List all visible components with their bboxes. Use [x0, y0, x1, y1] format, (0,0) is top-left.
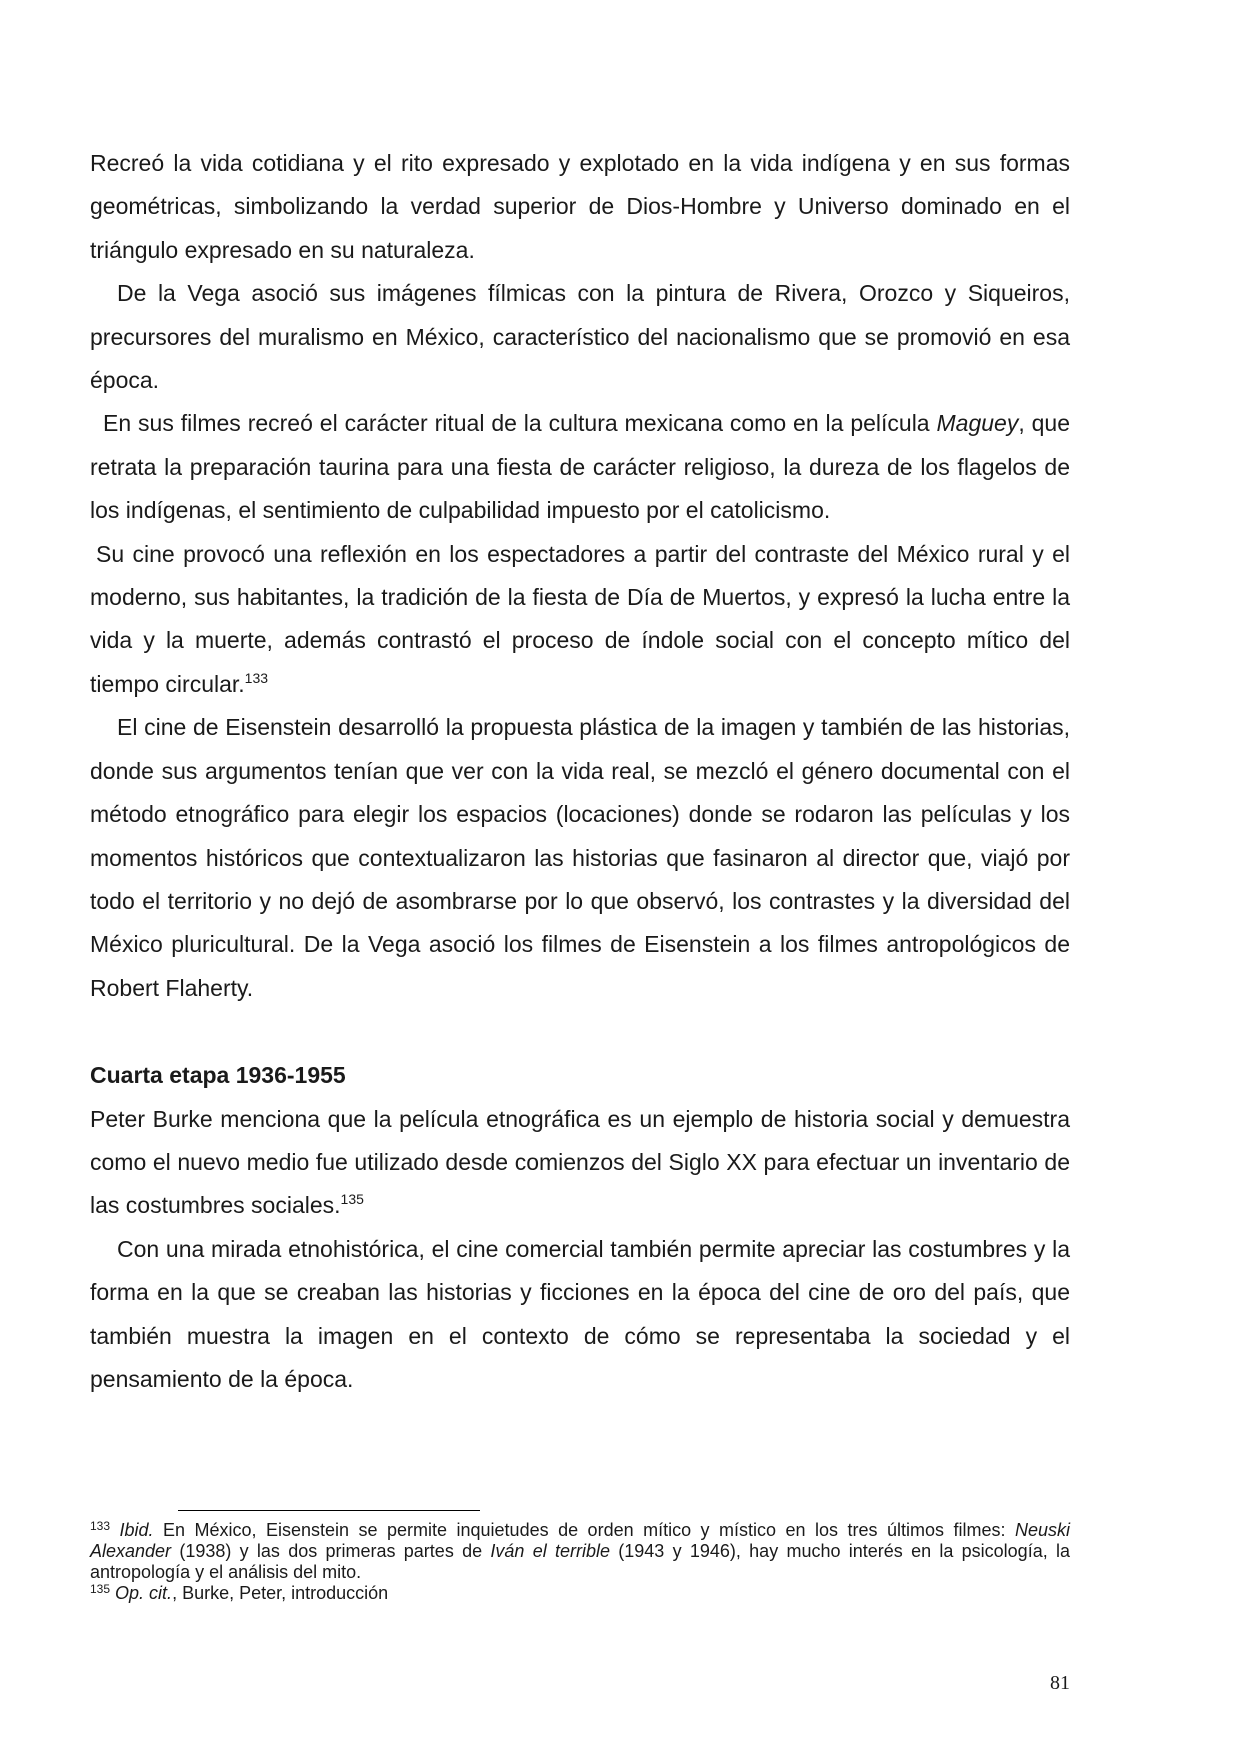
footnote-opcit: Op. cit.: [115, 1583, 173, 1603]
footnote-number: 133: [90, 1519, 111, 1533]
paragraph-6: [90, 1098, 1070, 1228]
footnote-separator: [178, 1510, 480, 1511]
footnote-text: (1943 y 1946), hay mucho interés en la psicología, la antropología y el análisis del mito.: [90, 1541, 1070, 1582]
film-title-maguey: Maguey: [936, 410, 1019, 437]
film-title: Neuski Alexander: [90, 1520, 1070, 1561]
page-number: 81: [1050, 1672, 1070, 1694]
body-text: [90, 142, 1070, 1401]
footnote-ref-133: 133: [244, 669, 269, 686]
paragraph-7: Con una mirada etnohistórica, el cine comercial también permite apreciar las costumbres y la forma en la que se creaban las historias y ficciones en la época del cine de oro del país, que también muestra la imagen en el contexto de cómo se representaba la sociedad y el pensamiento de la época.: [90, 1235, 1070, 1392]
footnote-number: 135: [90, 1582, 111, 1596]
paragraph-2: De la Vega asoció sus imágenes fílmicas con la pintura de Rivera, Orozco y Siqueiros, precursores del muralismo en México, característico del nacionalismo que se promovió en esa época.: [90, 280, 1070, 394]
film-title: Iván el terrible: [490, 1541, 610, 1561]
section-heading: Cuarta etapa 1936-1955: [90, 1062, 346, 1089]
paragraph-3-text-a: En sus filmes recreó el carácter ritual de la cultura mexicana como en la película: [103, 410, 937, 437]
footnote-ref-135: 135: [340, 1191, 364, 1208]
paragraph-5: El cine de Eisenstein desarrolló la propuesta plástica de la imagen y también de las historias, donde sus argumentos tenían que ver con la vida real, se mezcló el género documental con el método etnográfico para elegir los espacios (locaciones) donde se rodaron las películas y los momentos históricos que contextualizaron las historias que fasinaron al director que, viajó por todo el territorio y no dejó de asombrarse por lo que observó, los contrastes y la diversidad del México pluricultural. De la Vega asoció los filmes de Eisenstein a los filmes antropológicos de Robert Flaherty.: [90, 714, 1070, 1001]
paragraph-3: [90, 402, 1070, 532]
footnote-135: [90, 1583, 1070, 1604]
paragraph-6-text: Peter Burke menciona que la película etnográfica es un ejemplo de historia social y demuestra como el nuevo medio fue utilizado desde comienzos del Siglo XX para efectuar un inventario de las costumbres sociales.: [90, 1105, 1070, 1219]
footnote-ibid: Ibid.: [119, 1520, 154, 1540]
footnotes: [90, 1520, 1070, 1604]
paragraph-3-text-b: , que retrata la preparación taurina para una fiesta de carácter religioso, la dureza de los flagelos de los indígenas, el sentimiento de culpabilidad impuesto por el catolicismo.: [90, 410, 1070, 524]
footnote-text: , Burke, Peter, introducción: [172, 1583, 389, 1603]
footnote-text: (1938) y las dos primeras partes de: [171, 1541, 491, 1561]
footnote-text: En México, Eisenstein se permite inquietudes de orden mítico y místico en los tres últimos filmes:: [153, 1520, 1015, 1540]
paragraph-4: [90, 533, 1070, 707]
paragraph-1: Recreó la vida cotidiana y el rito expresado y explotado en la vida indígena y en sus formas geométricas, simbolizando la verdad superior de Dios-Hombre y Universo dominado en el triángulo expresado en su naturaleza.: [90, 150, 1070, 263]
paragraph-4-text: Su cine provocó una reflexión en los espectadores a partir del contraste del México rural y el moderno, sus habitantes, la tradición de la fiesta de Día de Muertos, y expresó la lucha entre la vida y la muerte, además contrastó el proceso de índole social con el concepto mítico del tiempo circular.: [90, 540, 1070, 697]
footnote-133: [90, 1520, 1070, 1583]
